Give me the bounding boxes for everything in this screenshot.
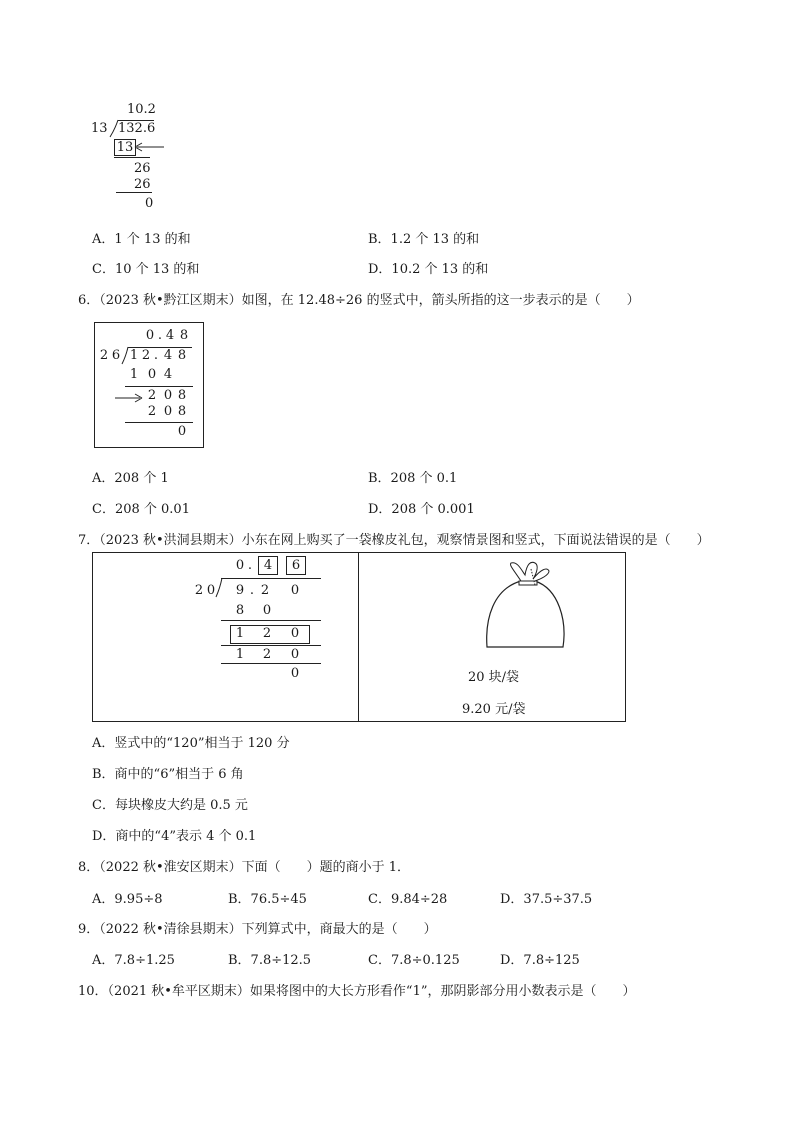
division-line — [221, 663, 321, 664]
remainder: 0 — [290, 666, 300, 681]
divisor: 13 — [91, 121, 108, 136]
digit: 0 — [206, 583, 216, 598]
bag-price-label: 9.20 元/袋 — [462, 702, 526, 717]
digit: 0 — [262, 603, 272, 618]
digit: 8 — [177, 348, 187, 363]
division-figure-2 — [94, 322, 204, 448]
option-c[interactable]: C．7.8÷0.125 — [368, 953, 460, 968]
division-line — [114, 157, 150, 158]
digit: 4 — [165, 328, 175, 343]
digit: 0 — [235, 558, 245, 573]
option-c[interactable]: C．每块橡皮大约是 0.5 元 — [92, 798, 248, 813]
arrow-icon — [115, 393, 143, 403]
division-bracket — [215, 578, 223, 598]
remainder: 0 — [177, 424, 187, 439]
question-7-text: 7．（2023 秋•洪洞县期末）小东在网上购买了一袋橡皮礼包，观察情景图和竖式，下面说法错误的是（ ） — [78, 533, 710, 548]
dividend: 132.6 — [118, 121, 156, 136]
option-a[interactable]: A．9.95÷8 — [92, 892, 163, 907]
digit: . — [247, 558, 253, 573]
division-bar — [221, 578, 321, 579]
question-6-text: 6．（2023 秋•黔江区期末）如图，在 12.48÷26 的竖式中，箭头所指的这一步表示的是（ ） — [78, 293, 640, 308]
digit: 0 — [290, 626, 300, 641]
digit: 2 — [147, 388, 157, 403]
digit: 2 — [99, 348, 109, 363]
boxed-digit: 6 — [286, 556, 306, 575]
boxed-digit: 4 — [258, 556, 278, 575]
digit: 1 — [129, 348, 139, 363]
question-10-text: 10．（2021 秋•牟平区期末）如果将图中的大长方形看作“1”，那阴影部分用小数表示是（ ） — [78, 984, 636, 999]
digit: 8 — [179, 328, 189, 343]
digit: 4 — [163, 348, 173, 363]
digit: 8 — [177, 404, 187, 419]
option-c[interactable]: C．9.84÷28 — [368, 892, 448, 907]
figure-7 — [92, 552, 626, 722]
digit: 1 — [129, 367, 139, 382]
question-9-text: 9．（2022 秋•清徐县期末）下列算式中，商最大的是（ ） — [78, 922, 437, 937]
division-line — [125, 386, 193, 387]
option-a[interactable]: A．7.8÷1.25 — [92, 953, 175, 968]
digit: . — [157, 328, 163, 343]
digit: 2 — [147, 404, 157, 419]
option-a[interactable]: A．竖式中的“120”相当于 120 分 — [92, 736, 290, 751]
digit: . — [153, 348, 159, 363]
option-d[interactable]: D．208 个 0.001 — [368, 502, 475, 517]
digit: 1 — [235, 626, 245, 641]
quotient: 10.2 — [127, 102, 156, 117]
step-value: 26 — [134, 161, 151, 176]
option-d[interactable]: D．37.5÷37.5 — [500, 892, 593, 907]
division-line — [125, 422, 193, 423]
digit: 0 — [147, 367, 157, 382]
step-value: 26 — [134, 177, 151, 192]
digit: 2 — [141, 348, 151, 363]
division-line — [221, 620, 321, 621]
remainder: 0 — [145, 196, 154, 211]
digit: 0 — [290, 583, 300, 598]
digit: 0 — [163, 404, 173, 419]
figure-divider — [358, 553, 359, 721]
digit: 8 — [177, 388, 187, 403]
digit: 0 — [145, 328, 155, 343]
digit: 1 — [235, 647, 245, 662]
digit: 2 — [194, 583, 204, 598]
question-8-text: 8．（2022 秋•淮安区期末）下面（ ）题的商小于 1． — [78, 860, 411, 875]
option-b[interactable]: B．76.5÷45 — [228, 892, 307, 907]
option-a[interactable]: A．208 个 1 — [92, 471, 169, 486]
option-c[interactable]: C．10 个 13 的和 — [92, 262, 200, 277]
digit: 6 — [111, 348, 121, 363]
digit: 2 — [260, 583, 270, 598]
digit: . — [249, 583, 255, 598]
option-d[interactable]: D．商中的“4”表示 4 个 0.1 — [92, 829, 257, 844]
division-line — [116, 192, 152, 193]
digit: 0 — [163, 388, 173, 403]
division-line — [221, 645, 321, 646]
digit: 9 — [235, 583, 245, 598]
digit: 2 — [262, 647, 272, 662]
option-b[interactable]: B．7.8÷12.5 — [228, 953, 312, 968]
arrow-icon — [135, 142, 165, 152]
option-b[interactable]: B．商中的“6”相当于 6 角 — [92, 767, 244, 782]
option-c[interactable]: C．208 个 0.01 — [92, 502, 190, 517]
option-b[interactable]: B．1.2 个 13 的和 — [368, 232, 480, 247]
digit: 0 — [290, 647, 300, 662]
option-d[interactable]: D．7.8÷125 — [500, 953, 580, 968]
digit: 2 — [262, 626, 272, 641]
digit: 8 — [235, 603, 245, 618]
option-b[interactable]: B．208 个 0.1 — [368, 471, 458, 486]
digit: 4 — [163, 367, 173, 382]
option-d[interactable]: D．10.2 个 13 的和 — [368, 262, 489, 277]
bag-count-label: 20 块/袋 — [468, 670, 520, 685]
option-a[interactable]: A．1 个 13 的和 — [92, 232, 191, 247]
boxed-step: 13 — [114, 139, 136, 156]
gift-bag-icon — [483, 559, 583, 659]
